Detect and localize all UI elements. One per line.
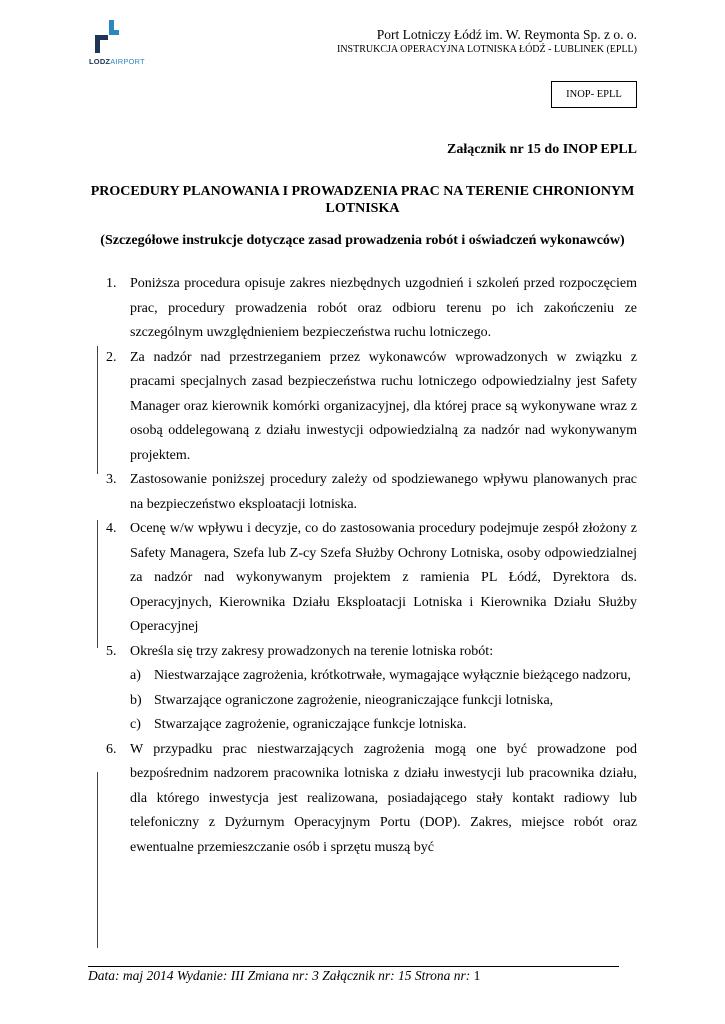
document-title: PROCEDURY PLANOWANIA I PROWADZENIA PRAC NA TERENIE CHRONIONYM LOTNISKA bbox=[90, 184, 635, 216]
logo-text-accent: AIRPORT bbox=[110, 57, 145, 66]
sub-letter: a) bbox=[130, 668, 141, 683]
sublist-item bbox=[130, 664, 637, 689]
page-number: 1 bbox=[473, 968, 481, 983]
header-company: Port Lotniczy Łódź im. W. Reymonta Sp. z o. o. bbox=[376, 27, 637, 42]
footer-text: Data: maj 2014 Wydanie: III Zmiana nr: 3 Załącznik nr: 15 Strona nr: bbox=[88, 968, 474, 983]
scope-sublist bbox=[130, 664, 637, 738]
document-subtitle: (Szczegółowe instrukcje dotyczące zasad prowadzenia robót i oświadczeń wykonawców) bbox=[100, 233, 625, 248]
item-number: 5. bbox=[106, 643, 117, 659]
item-text: Ocenę w/w wpływu i decyzje, co do zastosowania procedury podejmuje zespół złożony z Safety Managera, Szefa lub Z-cy Szefa Służby Ochrony Lotniska, osoby odpowiedzialnej za nadzór nad wykonywanym projektem z ramienia PL Łódź, Dyrektora ds. Operacyjnych, Kierownika Działu Eksploatacji Lotniska i Kierownika Działu Służby Operacyjnej bbox=[130, 521, 637, 634]
sublist-item bbox=[130, 713, 637, 738]
list-item bbox=[88, 738, 637, 861]
list-item bbox=[88, 346, 637, 469]
item-number: 1. bbox=[106, 276, 117, 291]
sub-text: Niestwarzające zagrożenia, krótkotrwałe, wymagające wyłącznie bieżącego nadzoru, bbox=[154, 668, 631, 683]
sublist-item bbox=[130, 689, 637, 714]
sub-text: Stwarzające ograniczone zagrożenie, nieograniczające funkcji lotniska, bbox=[154, 692, 554, 708]
item-number: 6. bbox=[106, 741, 117, 757]
logo-wordmark bbox=[89, 57, 145, 66]
sub-letter: c) bbox=[130, 717, 141, 732]
list-item bbox=[88, 517, 637, 640]
doc-code: INOP- EPLL bbox=[566, 89, 622, 100]
sub-text: Stwarzające zagrożenie, ograniczające funkcje lotniska. bbox=[154, 717, 467, 732]
item-text: Zastosowanie poniższej procedury zależy od spodziewanego wpływu planowanych prac na bezpieczeństwo eksploatacji lotniska. bbox=[130, 472, 637, 512]
item-text: Poniższa procedura opisuje zakres niezbędnych uzgodnień i szkoleń przed rozpoczęciem prac, procedury prowadzenia robót oraz odbioru terenu po ich zakończeniu ze szczególnym uwzględnieniem bezpieczeństwa ruchu lotniczego. bbox=[130, 276, 637, 340]
item-number: 2. bbox=[106, 349, 117, 365]
list-item bbox=[88, 640, 637, 738]
item-number: 3. bbox=[106, 472, 117, 487]
header-instruction: INSTRUKCJA OPERACYJNA LOTNISKA ŁÓDŹ - LUBLINEK (EPLL) bbox=[337, 44, 637, 55]
doc-code-box bbox=[551, 81, 637, 108]
item-number: 4. bbox=[106, 521, 117, 536]
item-text: W przypadku prac niestwarzających zagrożenia mogą one być prowadzone pod bezpośrednim nadzorem pracownika lotniska z działu inwestycji lub pracownika działu, dla którego inwestycja jest realizowana, posiadającego stały kontakt radiowy lub telefoniczny z Dyżurnym Operacyjnym Portu (DOP). Zakres, miejsce robót oraz ewentualne przemieszczanie osób i sprzętu muszą być bbox=[130, 741, 637, 855]
lodz-airport-logo-mark-icon bbox=[88, 20, 124, 60]
procedure-list bbox=[88, 272, 637, 860]
item-text: Określa się trzy zakresy prowadzonych na terenie lotniska robót: bbox=[130, 643, 494, 659]
list-item bbox=[88, 468, 637, 517]
list-item bbox=[88, 272, 637, 346]
footer-divider bbox=[88, 966, 619, 967]
logo-text-main: LODZ bbox=[89, 57, 111, 66]
sub-letter: b) bbox=[130, 692, 142, 708]
item-text: Za nadzór nad przestrzeganiem przez wykonawców wprowadzonych w związku z pracami specjalnych zasad bezpieczeństwa ruchu lotniczego odpowiedzialny jest Safety Manager oraz kierownik komórki organizacyjnej, dla której prace są wykonywane wraz z osobą oddelegowaną z działu inwestycji odpowiedzialną za nadzór nad wykonywanym projektem. bbox=[130, 349, 637, 463]
annex-heading: Załącznik nr 15 do INOP EPLL bbox=[447, 142, 637, 157]
footer bbox=[88, 968, 480, 984]
